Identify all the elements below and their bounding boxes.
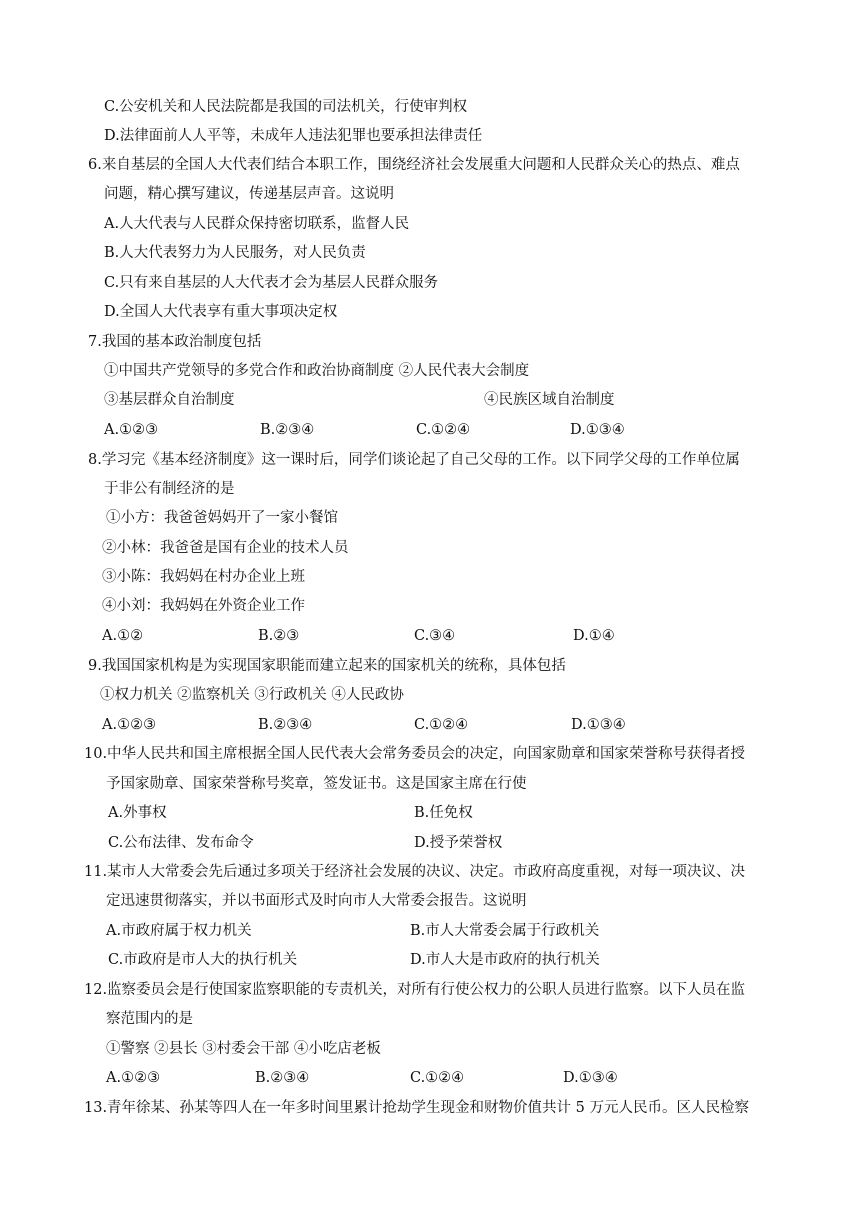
q9-option-d: D.①③④ [571, 717, 626, 733]
q12-option-d: D.①③④ [563, 1070, 618, 1086]
q11-stem-line2: 定迅速贯彻落实，并以书面形式及时向市人大常委会报告。这说明 [106, 893, 527, 909]
q10-option-a: A.外事权 [108, 805, 167, 821]
q10-option-b: B.任免权 [414, 805, 473, 821]
q10-option-c: C.公布法律、发布命令 [108, 835, 254, 851]
q12-stem-line1: 12.监察委员会是行使国家监察职能的专责机关，对所有行使公权力的公职人员进行监察。以下人员在监 [84, 982, 746, 998]
q10-stem-line2: 予国家勋章、国家荣誉称号奖章，签发证书。这是国家主席在行使 [106, 776, 527, 792]
q6-stem-line2: 问题，精心撰写建议，传递基层声音。这说明 [104, 186, 394, 202]
q7-option-b: B.②③④ [260, 422, 315, 438]
q8-item-1: ①小方：我爸爸妈妈开了一家小餐馆 [106, 510, 338, 526]
q6-option-b: B.人大代表努力为人民服务，对人民负责 [104, 245, 366, 261]
q6-option-d: D.全国人大代表享有重大事项决定权 [104, 304, 338, 320]
q6-option-a: A.人大代表与人民群众保持密切联系，监督人民 [104, 216, 410, 232]
q9-stem: 9.我国国家机构是为实现国家职能而建立起来的国家机关的统称，具体包括 [88, 658, 566, 674]
q8-stem-line2: 于非公有制经济的是 [104, 481, 235, 497]
q5-option-d: D.法律面前人人平等，未成年人违法犯罪也要承担法律责任 [104, 128, 483, 144]
q7-option-c: C.①②④ [416, 422, 471, 438]
q9-option-c: C.①②④ [414, 717, 469, 733]
q11-stem-line1: 11.某市人大常委会先后通过多项关于经济社会发展的决议、决定。市政府高度重视，对每一项决议、决 [84, 864, 746, 880]
q11-option-b: B.市人大常委会属于行政机关 [410, 923, 600, 939]
q12-option-b: B.②③④ [255, 1070, 310, 1086]
q7-option-a: A.①②③ [104, 422, 159, 438]
q7-item-3: ③基层群众自治制度 [104, 392, 235, 408]
q5-option-c: C.公安机关和人民法院都是我国的司法机关，行使审判权 [104, 99, 468, 115]
q7-option-d: D.①③④ [570, 422, 625, 438]
q8-option-b: B.②③ [258, 628, 300, 644]
q12-items: ①警察 ②县长 ③村委会干部 ④小吃店老板 [106, 1041, 381, 1057]
q7-stem: 7.我国的基本政治制度包括 [88, 334, 262, 350]
q9-option-a: A.①②③ [102, 717, 157, 733]
q8-option-a: A.①② [102, 628, 144, 644]
q9-option-b: B.②③④ [258, 717, 313, 733]
q10-option-d: D.授予荣誉权 [414, 835, 503, 851]
q7-item-4: ④民族区域自治制度 [484, 392, 615, 408]
q11-option-a: A.市政府属于权力机关 [106, 923, 252, 939]
q12-option-c: C.①②④ [410, 1070, 465, 1086]
q12-option-a: A.①②③ [106, 1070, 161, 1086]
q8-stem-line1: 8.学习完《基本经济制度》这一课时后，同学们谈论起了自己父母的工作。以下同学父母的工作单位属 [88, 452, 740, 468]
q8-item-2: ②小林：我爸爸是国有企业的技术人员 [102, 540, 349, 556]
q8-item-3: ③小陈：我妈妈在村办企业上班 [102, 569, 305, 585]
q9-items: ①权力机关 ②监察机关 ③行政机关 ④人民政协 [100, 687, 404, 703]
q11-option-c: C.市政府是市人大的执行机关 [108, 952, 298, 968]
q11-option-d: D.市人大是市政府的执行机关 [410, 952, 600, 968]
q8-option-d: D.①④ [573, 628, 615, 644]
q7-items-1-2: ①中国共产党领导的多党合作和政治协商制度 ②人民代表大会制度 [104, 363, 530, 379]
q8-item-4: ④小刘：我妈妈在外资企业工作 [102, 598, 305, 614]
q8-option-c: C.③④ [414, 628, 456, 644]
q12-stem-line2: 察范围内的是 [106, 1011, 193, 1027]
q10-stem-line1: 10.中华人民共和国主席根据全国人民代表大会常务委员会的决定，向国家勋章和国家荣誉称号获得者授 [84, 746, 746, 762]
q6-option-c: C.只有来自基层的人大代表才会为基层人民群众服务 [104, 275, 439, 291]
q13-stem-line1: 13.青年徐某、孙某等四人在一年多时间里累计抢劫学生现金和财物价值共计 5 万元人民币。区人民检察 [84, 1100, 749, 1116]
q6-stem-line1: 6.来自基层的全国人大代表们结合本职工作，围绕经济社会发展重大问题和人民群众关心的热点、难点 [88, 157, 740, 173]
